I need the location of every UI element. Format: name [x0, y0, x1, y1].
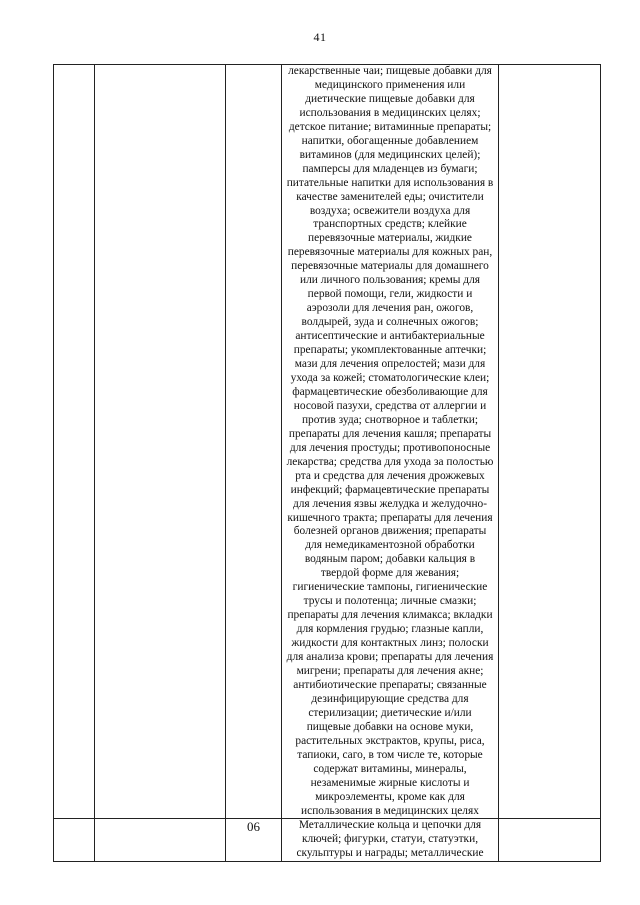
description-line: воздуха; освежители воздуха для — [309, 204, 471, 217]
description-line: рта и средства для лечения дрожжевых — [295, 469, 485, 482]
description-line: твердой форме для жевания; — [320, 567, 460, 580]
description-line: фармацевтические обезболивающие для — [292, 385, 488, 398]
description-line: перевязочные материалы, жидкие — [308, 232, 472, 245]
description-line: для анализа крови; препараты для лечения — [286, 651, 494, 664]
description-line: препараты для лечения кашля; препараты — [288, 427, 492, 440]
description-line: диетические пищевые добавки для — [305, 92, 475, 105]
description-line: мази для лечения опрелостей; мази для — [294, 358, 486, 371]
description-line: жидкости для контактных линз; полоски — [291, 637, 489, 650]
description-line: тапиоки, саго, в том числе те, которые — [297, 748, 483, 761]
description-line: препараты для лечения климакса; вкладки — [287, 609, 493, 622]
empty-cell — [499, 819, 601, 862]
description-line: носовой пазухи, средства от аллергии и — [293, 399, 487, 412]
description-line: первой помощи, гели, жидкости и — [307, 288, 473, 301]
description-line: витаминов (для медицинских целей); — [299, 148, 481, 161]
description-line: пищевые добавки на основе муки, — [306, 720, 474, 733]
description-line: медицинского применения или — [314, 78, 466, 91]
goods-table — [53, 64, 601, 862]
table-row — [54, 65, 601, 819]
description-line: или личного пользования; кремы для — [299, 274, 481, 287]
description-line: дезинфицирующие средства для — [311, 692, 469, 705]
description-line: перевязочные материалы для кожных ран, — [287, 246, 493, 259]
empty-cell — [95, 65, 226, 819]
description-line: волдырей, зуда и солнечных ожогов; — [301, 316, 479, 329]
description-line: препараты; укомплектованные аптечки; — [293, 344, 487, 357]
goods-description-cell — [282, 65, 499, 819]
description-line: трусы и полотенца; личные смазки; — [303, 595, 477, 608]
description-line: незаменимые жирные кислоты и — [310, 776, 470, 789]
description-line: напитки, обогащенные добавлением — [301, 134, 479, 147]
description-line: ухода за кожей; стоматологические клеи; — [290, 371, 490, 384]
description-line: лекарственные чаи; пищевые добавки для — [288, 65, 492, 77]
description-line: качестве заменителей еды; очистители — [296, 190, 484, 203]
description-line: антибиотические препараты; связанные — [293, 678, 487, 691]
table-row — [54, 819, 601, 862]
description-line: для кормления грудью; глазные капли, — [296, 623, 484, 636]
description-line: содержат витамины, минералы, — [313, 762, 467, 775]
class-code-cell — [226, 65, 282, 819]
description-line: против зуда; снотворное и таблетки; — [301, 413, 479, 426]
description-line: растительных экстрактов, крупы, риса, — [295, 734, 485, 747]
class-code-cell: 06 — [226, 819, 282, 862]
description-line: для немедикаментозной обработки — [305, 539, 475, 552]
empty-cell — [499, 65, 601, 819]
description-line: памперсы для младенцев из бумаги; — [302, 162, 478, 175]
description-line: гигиенические тампоны, гигиенические — [292, 581, 488, 594]
description-line: лекарства; средства для ухода за полостью — [286, 455, 494, 468]
description-line: детское питание; витаминные препараты; — [288, 120, 492, 133]
description-line: использования в медицинских целях; — [299, 106, 481, 119]
description-line: аэрозоли для лечения ран, ожогов, — [306, 302, 474, 315]
empty-cell — [54, 65, 95, 819]
goods-description-cell — [282, 819, 499, 862]
empty-cell — [54, 819, 95, 862]
description-line: для лечения простуды; противопоносные — [289, 441, 491, 454]
description-line: инфекций; фармацевтические препараты — [290, 483, 490, 496]
description-line: использования в медицинских целях — [301, 804, 479, 817]
description-line: для лечения язвы желудка и желудочно- — [292, 497, 488, 510]
description-line: микроэлементы, кроме как для — [315, 790, 465, 803]
description-line: антисептические и антибактериальные — [295, 330, 485, 343]
description-line: кишечного тракта; препараты для лечения — [287, 511, 493, 524]
description-line: ключей; фигурки, статуи, статуэтки, — [301, 833, 479, 846]
description-line: болезней органов движения; препараты — [293, 525, 487, 538]
description-line: стерилизации; диетические и/или — [308, 706, 472, 719]
description-line: мигрени; препараты для лечения акне; — [296, 664, 484, 677]
description-line: Металлические кольца и цепочки для — [298, 819, 482, 832]
description-line: водяным паром; добавки кальция в — [304, 553, 476, 566]
page-number: 41 — [313, 30, 327, 44]
description-line: скульптуры и награды; металлические — [296, 847, 484, 860]
description-line: транспортных средств; клейкие — [313, 218, 467, 231]
empty-cell — [95, 819, 226, 862]
description-line: перевязочные материалы для домашнего — [291, 260, 489, 273]
description-line: питательные напитки для использования в — [286, 176, 494, 189]
